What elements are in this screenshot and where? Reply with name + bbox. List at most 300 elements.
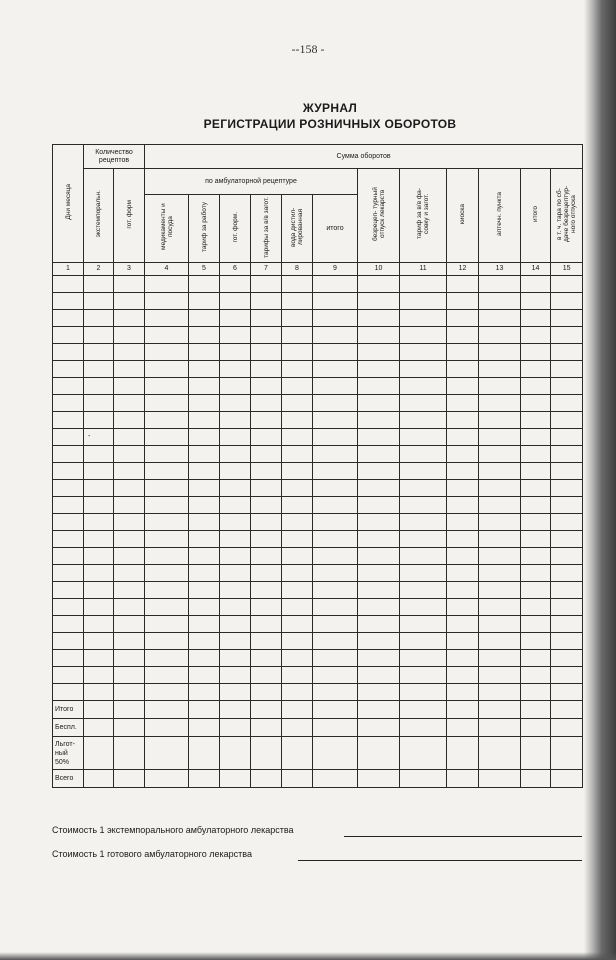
table-cell	[53, 497, 84, 514]
table-row	[53, 650, 583, 667]
table-cell	[220, 463, 251, 480]
table-cell	[358, 327, 400, 344]
table-cell	[53, 310, 84, 327]
table-cell	[53, 429, 84, 446]
footer-label: Беспл.	[53, 719, 84, 737]
table-cell	[551, 429, 583, 446]
table-cell	[189, 344, 220, 361]
table-cell	[447, 395, 479, 412]
table-cell	[114, 531, 145, 548]
table-cell	[479, 446, 521, 463]
table-cell	[220, 582, 251, 599]
footer-row-total	[53, 701, 583, 719]
column-number: 8	[282, 263, 313, 276]
table-cell	[358, 310, 400, 327]
table-cell	[447, 429, 479, 446]
table-cell	[114, 480, 145, 497]
table-cell	[282, 344, 313, 361]
cost-ready-made-label: Стоимость 1 готового амбулаторного лекарства	[52, 849, 252, 859]
table-cell	[521, 497, 551, 514]
table-cell	[84, 310, 114, 327]
table-cell	[358, 344, 400, 361]
table-cell	[189, 293, 220, 310]
table-cell	[521, 446, 551, 463]
table-cell	[145, 429, 189, 446]
table-cell	[521, 548, 551, 565]
table-cell	[145, 548, 189, 565]
table-cell	[313, 463, 358, 480]
table-cell	[400, 667, 447, 684]
table-cell	[282, 412, 313, 429]
table-cell	[114, 650, 145, 667]
column-number: 11	[400, 263, 447, 276]
table-cell	[447, 565, 479, 582]
table-cell	[53, 327, 84, 344]
cost-extemporaneous-label: Стоимость 1 экстемпорального амбулаторного лекарства	[52, 825, 294, 835]
table-cell	[400, 633, 447, 650]
table-cell	[145, 582, 189, 599]
table-cell	[313, 429, 358, 446]
table-cell	[358, 395, 400, 412]
table-cell	[189, 616, 220, 633]
table-cell	[220, 378, 251, 395]
footer-label: Льгот- ный 50%	[53, 737, 84, 770]
table-cell	[479, 633, 521, 650]
table-cell	[358, 565, 400, 582]
table-cell	[551, 327, 583, 344]
table-cell	[145, 514, 189, 531]
table-cell	[145, 599, 189, 616]
table-cell	[400, 446, 447, 463]
table-cell	[447, 310, 479, 327]
table-row	[53, 497, 583, 514]
table-cell	[220, 395, 251, 412]
table-cell	[145, 446, 189, 463]
table-cell	[114, 378, 145, 395]
table-row	[53, 293, 583, 310]
table-cell	[479, 582, 521, 599]
table-cell	[282, 446, 313, 463]
table-cell	[145, 633, 189, 650]
table-cell	[251, 633, 282, 650]
table-row	[53, 344, 583, 361]
table-cell	[521, 310, 551, 327]
table-cell	[145, 531, 189, 548]
table-cell	[313, 582, 358, 599]
column-number: 9	[313, 263, 358, 276]
table-cell	[114, 412, 145, 429]
table-cell	[251, 463, 282, 480]
table-cell	[220, 446, 251, 463]
table-cell	[53, 446, 84, 463]
table-cell	[447, 497, 479, 514]
table-cell	[189, 582, 220, 599]
table-cell	[358, 429, 400, 446]
journal-title: ЖУРНАЛ	[302, 101, 358, 115]
table-cell	[145, 327, 189, 344]
table-cell	[400, 531, 447, 548]
table-cell	[521, 344, 551, 361]
table-cell	[313, 650, 358, 667]
table-cell	[282, 531, 313, 548]
footer-label: Всего	[53, 770, 84, 788]
table-cell	[400, 463, 447, 480]
table-cell	[53, 463, 84, 480]
table-cell	[551, 412, 583, 429]
table-cell	[53, 548, 84, 565]
table-cell	[313, 599, 358, 616]
table-cell	[358, 667, 400, 684]
column-number-row	[53, 263, 583, 276]
table-cell	[189, 514, 220, 531]
table-row	[53, 616, 583, 633]
table-cell	[400, 514, 447, 531]
table-cell	[114, 616, 145, 633]
table-cell	[447, 582, 479, 599]
table-cell	[84, 412, 114, 429]
table-cell	[313, 497, 358, 514]
table-cell	[114, 344, 145, 361]
table-cell	[84, 548, 114, 565]
table-cell	[313, 514, 358, 531]
table-cell	[251, 599, 282, 616]
table-cell	[447, 293, 479, 310]
col-header-5: тариф за работу	[189, 195, 220, 263]
table-cell	[551, 395, 583, 412]
table-cell	[447, 633, 479, 650]
table-cell	[447, 531, 479, 548]
table-cell	[551, 446, 583, 463]
table-cell	[189, 446, 220, 463]
table-cell	[84, 599, 114, 616]
table-cell	[479, 514, 521, 531]
col-header-4: медикаменты и посуда	[145, 195, 189, 263]
col-header-1: Дни месяца	[53, 145, 84, 263]
table-cell	[282, 463, 313, 480]
table-cell	[189, 327, 220, 344]
table-cell	[400, 599, 447, 616]
table-cell	[220, 514, 251, 531]
table-cell	[400, 361, 447, 378]
table-cell	[145, 497, 189, 514]
table-cell	[479, 565, 521, 582]
col-header-9: итого	[313, 195, 358, 263]
table-cell	[53, 667, 84, 684]
table-cell	[84, 378, 114, 395]
table-cell	[447, 344, 479, 361]
column-number: 4	[145, 263, 189, 276]
table-cell	[251, 616, 282, 633]
table-cell	[53, 633, 84, 650]
table-row	[53, 463, 583, 480]
table-cell	[282, 599, 313, 616]
table-cell	[145, 361, 189, 378]
column-number: 13	[479, 263, 521, 276]
table-cell	[189, 633, 220, 650]
table-cell	[53, 582, 84, 599]
table-cell	[114, 684, 145, 701]
table-cell	[189, 684, 220, 701]
table-cell	[551, 344, 583, 361]
table-cell	[447, 276, 479, 293]
col-header-10: безрецеп- турный отпуск лекарств	[358, 169, 400, 263]
table-cell	[313, 412, 358, 429]
table-cell	[447, 463, 479, 480]
table-cell	[358, 480, 400, 497]
table-cell	[521, 514, 551, 531]
table-cell	[220, 310, 251, 327]
table-cell	[447, 650, 479, 667]
table-cell	[53, 378, 84, 395]
table-row	[53, 310, 583, 327]
table-cell	[220, 565, 251, 582]
journal-subtitle: РЕГИСТРАЦИИ РОЗНИЧНЫХ ОБОРОТОВ	[203, 117, 457, 131]
table-cell	[358, 531, 400, 548]
table-cell	[313, 616, 358, 633]
table-cell	[313, 684, 358, 701]
table-cell	[358, 293, 400, 310]
col-header-11: тариф за в/в фа- совку и загот.	[400, 169, 447, 263]
table-cell	[447, 327, 479, 344]
table-cell	[189, 565, 220, 582]
table-cell	[84, 616, 114, 633]
table-cell	[358, 633, 400, 650]
table-cell	[251, 667, 282, 684]
table-cell	[551, 650, 583, 667]
table-cell	[521, 531, 551, 548]
table-cell	[521, 565, 551, 582]
table-cell	[551, 599, 583, 616]
table-cell	[358, 361, 400, 378]
table-cell	[282, 361, 313, 378]
table-cell	[313, 344, 358, 361]
footer-row-discount	[53, 737, 583, 770]
dash-mark: -	[84, 429, 114, 446]
table-cell	[551, 276, 583, 293]
table-cell	[400, 480, 447, 497]
table-cell	[220, 684, 251, 701]
table-cell	[551, 582, 583, 599]
table-cell	[251, 531, 282, 548]
column-number: 1	[53, 263, 84, 276]
table-cell	[551, 667, 583, 684]
table-cell	[114, 327, 145, 344]
column-number: 10	[358, 263, 400, 276]
table-cell	[313, 327, 358, 344]
table-cell	[521, 633, 551, 650]
table-cell	[521, 480, 551, 497]
col-header-15: в т. ч. тара по сб- даче безрецептур- ного отпуска	[551, 169, 583, 263]
table-cell	[400, 378, 447, 395]
footer-label: Итого	[53, 701, 84, 719]
table-cell	[114, 497, 145, 514]
group-header-sum: Сумма оборотов	[145, 145, 583, 169]
table-cell	[145, 412, 189, 429]
table-row	[53, 548, 583, 565]
table-cell	[521, 361, 551, 378]
table-cell	[282, 480, 313, 497]
table-cell	[400, 344, 447, 361]
table-cell	[114, 395, 145, 412]
table-cell	[521, 599, 551, 616]
table-cell	[282, 429, 313, 446]
table-cell	[251, 412, 282, 429]
table-cell	[53, 293, 84, 310]
table-cell	[84, 582, 114, 599]
table-cell	[521, 684, 551, 701]
column-number: 15	[551, 263, 583, 276]
table-cell	[220, 327, 251, 344]
table-cell	[114, 310, 145, 327]
col-header-7: тарифы за в/в загот.	[251, 195, 282, 263]
table-cell	[53, 361, 84, 378]
table-cell	[521, 650, 551, 667]
table-row	[53, 565, 583, 582]
table-cell	[220, 429, 251, 446]
group-header-ambulatory: по амбулаторной рецептуре	[145, 169, 358, 195]
table-cell	[251, 429, 282, 446]
table-cell	[220, 344, 251, 361]
table-cell	[479, 497, 521, 514]
book-spine-shadow	[584, 0, 616, 960]
table-cell	[114, 667, 145, 684]
table-cell	[145, 616, 189, 633]
table-cell	[145, 684, 189, 701]
table-row	[53, 599, 583, 616]
table-cell	[53, 480, 84, 497]
table-cell	[251, 310, 282, 327]
table-cell	[251, 378, 282, 395]
col-header-6: гот. форм.	[220, 195, 251, 263]
table-cell	[220, 531, 251, 548]
table-cell	[145, 480, 189, 497]
table-cell	[358, 582, 400, 599]
table-cell	[479, 344, 521, 361]
table-cell	[189, 531, 220, 548]
table-cell	[313, 361, 358, 378]
table-cell	[400, 293, 447, 310]
table-cell	[358, 599, 400, 616]
table-cell	[521, 293, 551, 310]
footer-row-free	[53, 719, 583, 737]
table-cell	[479, 395, 521, 412]
table-cell	[551, 293, 583, 310]
column-number: 6	[220, 263, 251, 276]
table-cell	[220, 650, 251, 667]
table-cell	[251, 293, 282, 310]
table-cell	[189, 497, 220, 514]
table-cell	[479, 378, 521, 395]
table-cell	[84, 361, 114, 378]
table-cell	[358, 616, 400, 633]
table-cell	[114, 276, 145, 293]
table-cell	[114, 429, 145, 446]
table-cell	[400, 565, 447, 582]
table-cell	[521, 327, 551, 344]
table-cell	[145, 650, 189, 667]
col-header-12: киоска	[447, 169, 479, 263]
col-header-14: итого	[521, 169, 551, 263]
table-cell	[114, 565, 145, 582]
table-cell	[220, 667, 251, 684]
turnover-register-table	[52, 144, 583, 788]
col-header-13: аптечн. пункта	[479, 169, 521, 263]
table-cell	[114, 514, 145, 531]
table-cell	[53, 344, 84, 361]
table-cell	[521, 616, 551, 633]
table-cell	[282, 514, 313, 531]
table-cell	[53, 514, 84, 531]
table-cell	[479, 684, 521, 701]
table-cell	[479, 667, 521, 684]
table-cell	[521, 395, 551, 412]
page-edge-shadow	[0, 952, 616, 960]
table-cell	[189, 310, 220, 327]
table-cell	[282, 633, 313, 650]
table-cell	[521, 667, 551, 684]
table-cell	[53, 276, 84, 293]
table-cell	[447, 514, 479, 531]
col-header-8: вода дистил- лированная	[282, 195, 313, 263]
column-number: 7	[251, 263, 282, 276]
table-cell	[313, 667, 358, 684]
table-cell	[84, 327, 114, 344]
table-cell	[479, 293, 521, 310]
table-cell	[521, 412, 551, 429]
table-cell	[447, 548, 479, 565]
table-cell	[53, 412, 84, 429]
table-cell	[551, 497, 583, 514]
table-cell	[251, 565, 282, 582]
table-cell	[282, 565, 313, 582]
table-cell	[400, 327, 447, 344]
table-cell	[521, 276, 551, 293]
table-cell	[313, 633, 358, 650]
table-cell	[447, 616, 479, 633]
table-cell	[189, 548, 220, 565]
table-cell	[282, 684, 313, 701]
table-cell	[358, 412, 400, 429]
table-cell	[358, 684, 400, 701]
table-cell	[282, 548, 313, 565]
table-row	[53, 514, 583, 531]
table-cell	[220, 633, 251, 650]
table-cell	[479, 412, 521, 429]
table-cell	[358, 446, 400, 463]
table-cell	[84, 463, 114, 480]
table-cell	[84, 650, 114, 667]
table-cell	[84, 531, 114, 548]
table-cell	[521, 582, 551, 599]
table-cell	[84, 293, 114, 310]
table-cell	[521, 429, 551, 446]
table-cell	[189, 395, 220, 412]
table-cell	[479, 463, 521, 480]
col-header-3: гот. форм	[114, 169, 145, 263]
table-cell	[358, 463, 400, 480]
page-number: --158 -	[291, 42, 325, 56]
table-cell	[282, 276, 313, 293]
table-cell	[251, 650, 282, 667]
table-cell	[220, 412, 251, 429]
table-cell	[84, 514, 114, 531]
table-cell	[145, 565, 189, 582]
table-cell	[447, 480, 479, 497]
column-number: 12	[447, 263, 479, 276]
table-cell	[84, 344, 114, 361]
table-cell	[220, 293, 251, 310]
table-cell	[400, 684, 447, 701]
